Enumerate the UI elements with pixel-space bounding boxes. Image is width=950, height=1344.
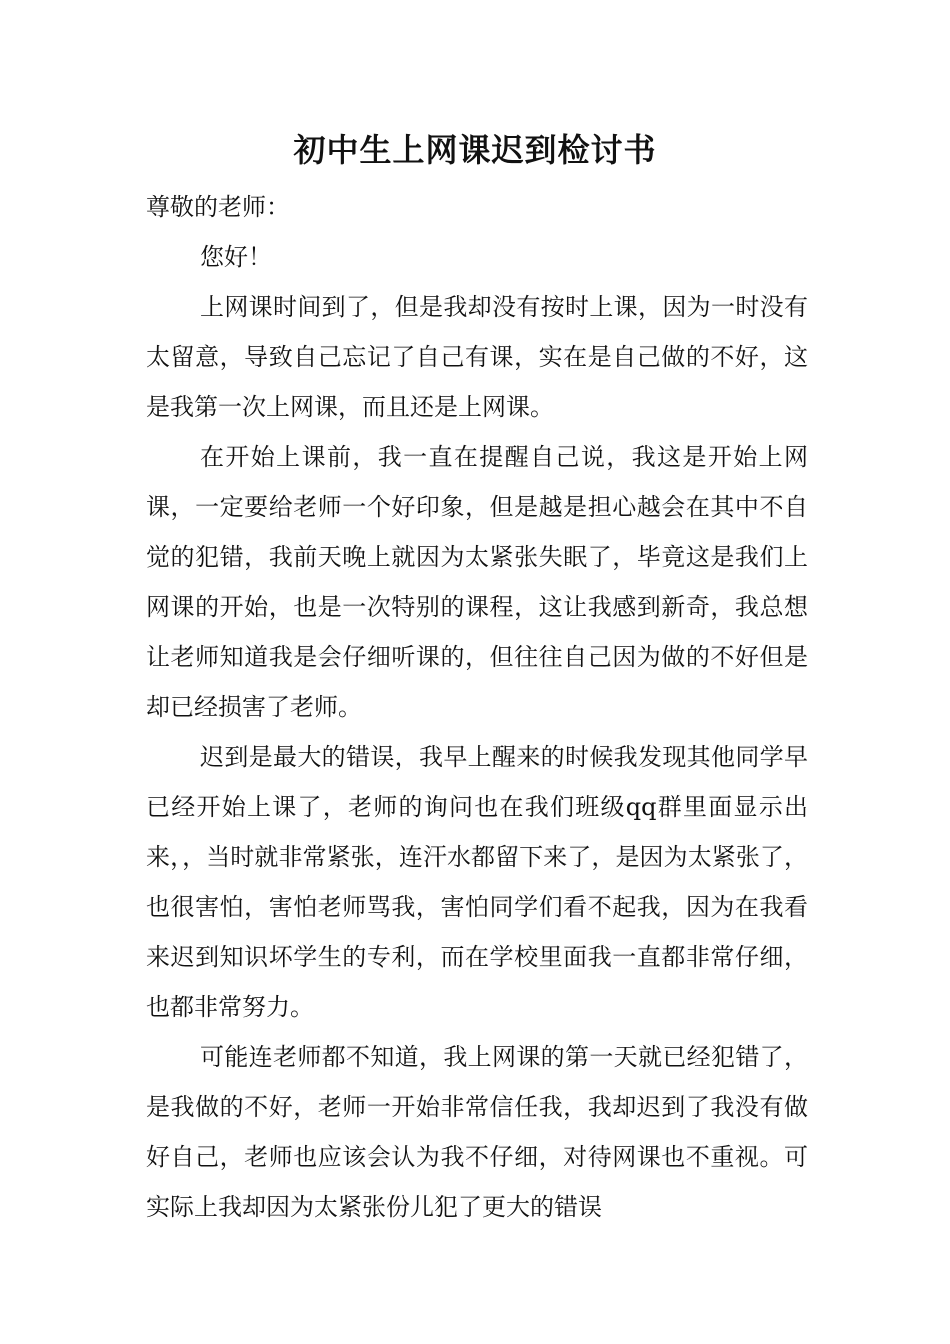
document-title: 初中生上网课迟到检讨书 — [293, 131, 657, 169]
document-body — [146, 182, 808, 1232]
greeting: 您好！ — [200, 243, 272, 271]
paragraph-2: 在开始上课前，我一直在提醒自己说，我这是开始上网课，一定要给老师一个好印象，但是越是担心越会在其中不自觉的犯错，我前天晚上就因为太紧张失眠了，毕竟这是我们上网课的开始，也是一次特别的课程，这让我感到新奇，我总想让老师知道我是会仔细听课的，但往往自己因为做的不好但是却已经损害了老师。 — [146, 443, 808, 721]
salutation: 尊敬的老师： — [146, 193, 290, 221]
paragraph-4: 可能连老师都不知道，我上网课的第一天就已经犯错了，是我做的不好，老师一开始非常信任我，我却迟到了我没有做好自己，老师也应该会认为我不仔细，对待网课也不重视。可实际上我却因为太紧张份儿犯了更大的错误 — [146, 1043, 808, 1221]
paragraph-3: 迟到是最大的错误，我早上醒来的时候我发现其他同学早已经开始上课了，老师的询问也在我们班级qq群里面显示出来，，当时就非常紧张，连汗水都留下来了，是因为太紧张了，也很害怕，害怕老师骂我，害怕同学们看不起我，因为在我看来迟到知识坏学生的专利，而在学校里面我一直都非常仔细，也都非常努力。 — [146, 743, 808, 1021]
paragraph-1: 上网课时间到了，但是我却没有按时上课，因为一时没有太留意，导致自己忘记了自己有课，实在是自己做的不好，这是我第一次上网课，而且还是上网课。 — [146, 293, 808, 421]
